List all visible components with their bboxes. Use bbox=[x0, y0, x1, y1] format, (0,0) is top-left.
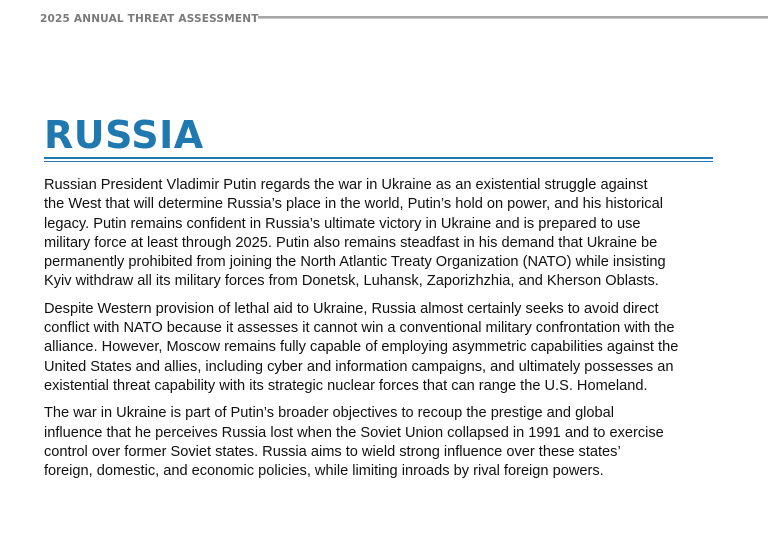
title-underline-thin bbox=[44, 161, 713, 162]
paragraph-line: alliance. However, Moscow remains fully capable of employing asymmetric capabilities against the bbox=[44, 339, 679, 356]
paragraph-line: military force at least through 2025. Putin also remains steadfast in his demand that Ukraine be bbox=[44, 234, 658, 251]
paragraph-line: foreign, domestic, and economic policies, while limiting inroads by rival foreign powers. bbox=[44, 463, 604, 480]
paragraph-line: United States and allies, including cyber and information campaigns, and ultimately possesses an bbox=[44, 358, 674, 375]
paragraph-line: Kyiv withdraw all its military forces from Donetsk, Luhansk, Zaporizhzhia, and Kherson Oblasts. bbox=[44, 273, 659, 290]
header-divider bbox=[258, 16, 768, 19]
paragraph-line: influence that he perceives Russia lost when the Soviet Union collapsed in 1991 and to exercise bbox=[44, 424, 664, 441]
paragraph-line: conflict with NATO because it assesses it cannot win a conventional military confrontation with the bbox=[44, 320, 675, 337]
paragraph-2 bbox=[44, 300, 734, 396]
paragraph-line: The war in Ukraine is part of Putin’s broader objectives to recoup the prestige and global bbox=[44, 405, 615, 422]
paragraph-line: existential threat capability with its strategic nuclear forces that can range the U.S. Homeland. bbox=[44, 377, 648, 394]
report-header-label: 2025 ANNUAL THREAT ASSESSMENT bbox=[40, 13, 259, 25]
paragraph-3 bbox=[44, 404, 734, 481]
paragraph-line: permanently prohibited from joining the North Atlantic Treaty Organization (NATO) while insisting bbox=[44, 254, 666, 271]
paragraph-line: legacy. Putin remains confident in Russia’s ultimate victory in Ukraine and is prepared to use bbox=[44, 215, 641, 232]
paragraph-line: Russian President Vladimir Putin regards the war in Ukraine as an existential struggle against bbox=[44, 177, 648, 193]
paragraph-line: the West that will determine Russia’s place in the world, Putin’s hold on power, and his historical bbox=[44, 196, 663, 213]
title-underline bbox=[44, 157, 713, 159]
section-title: RUSSIA bbox=[44, 113, 204, 157]
paragraph-line: control over former Soviet states. Russia aims to wield strong influence over these states’ bbox=[44, 443, 621, 460]
section-body bbox=[44, 176, 734, 489]
paragraph-1 bbox=[44, 176, 734, 292]
paragraph-line: Despite Western provision of lethal aid to Ukraine, Russia almost certainly seeks to avoid direct bbox=[44, 300, 659, 317]
